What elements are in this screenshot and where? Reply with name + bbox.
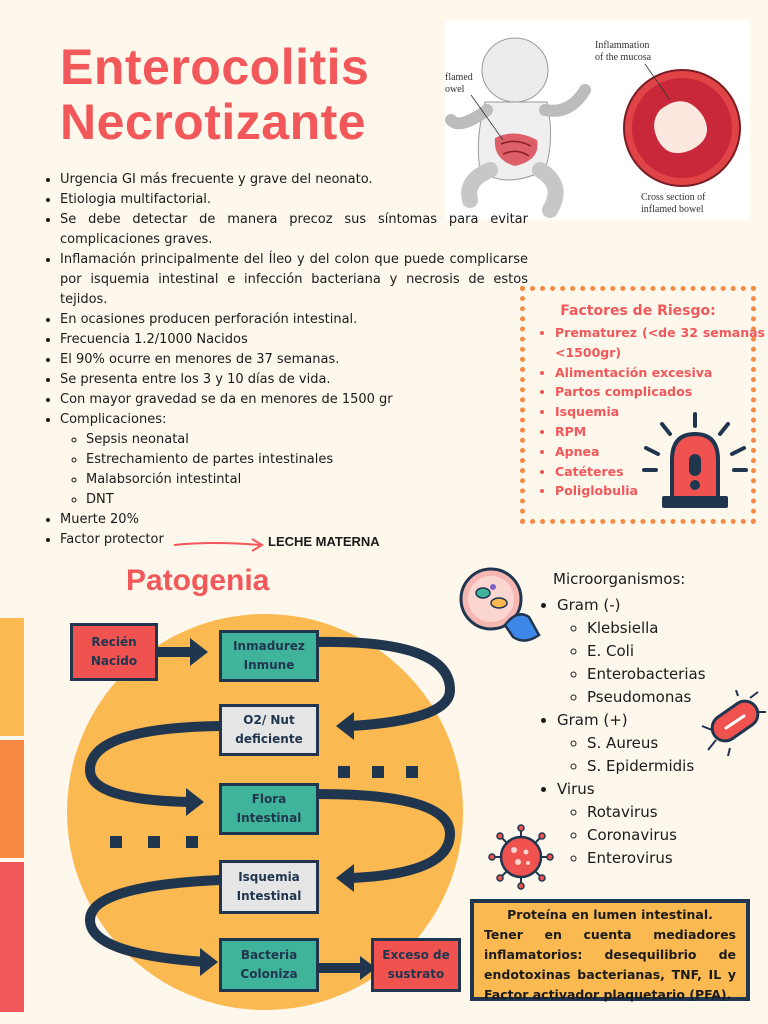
micro-group	[557, 709, 706, 778]
list-item: • Prematurez (<de 32 semanas <1500gr)	[555, 323, 765, 363]
bowel-cross-section	[624, 70, 740, 186]
hero-caption-1: Cross section of	[641, 192, 706, 203]
micro-group	[557, 594, 706, 709]
virus-icon	[488, 824, 554, 890]
list-item: ◦ Sepsis neonatal	[86, 430, 528, 450]
micro-title: Microorganismos:	[553, 570, 686, 588]
micro-sublist	[557, 732, 706, 778]
list-item: ◦ Pseudomonas	[587, 686, 706, 709]
list-item: • Se debe detectar de manera precoz sus síntomas para evitar complicaciones graves.	[60, 210, 528, 250]
micro-sublist	[557, 801, 706, 870]
protein-box-body: Tener en cuenta mediadores inflamatorios: desequilibrio de endotoxinas bacterianas, TNF, IL y Factor activador plaquetario (PFA).	[484, 927, 736, 1002]
petri-dish-icon	[455, 565, 545, 645]
node-isquemia-intestinal: Isquemia Intestinal	[219, 860, 319, 914]
hero-caption-2: inflamed bowel	[641, 204, 704, 215]
list-item: ◦ S. Epidermidis	[587, 755, 706, 778]
list-item: ◦ Malabsorción intestintal	[86, 470, 528, 490]
list-item: ◦ Rotavirus	[587, 801, 706, 824]
list-item: • Inflamación principalmente del Íleo y del colon que puede complicarse por isquemia intestinal e infección bacteriana y necrosis de estos tejidos.	[60, 250, 528, 310]
list-item: ◦ Enterovirus	[587, 847, 706, 870]
side-color-block	[0, 740, 24, 858]
micro-group	[557, 778, 706, 870]
list-item: • El 90% ocurre en menores de 37 semanas.	[60, 350, 528, 370]
list-item: • Alimentación excesiva	[555, 363, 765, 383]
page-title	[60, 40, 440, 150]
micro-group-name: Gram (+)	[557, 711, 628, 729]
list-item: • Factor protector	[60, 530, 528, 550]
list-item: • Se presenta entre los 3 y 10 días de vida.	[60, 370, 528, 390]
list-item: • Urgencia GI más frecuente y grave del neonato.	[60, 170, 528, 190]
complications-list	[60, 430, 528, 510]
micro-list	[535, 594, 706, 870]
side-color-block	[0, 862, 24, 1012]
list-item: • Catéteres	[555, 462, 765, 482]
list-item: • RPM	[555, 422, 765, 442]
complications-label: Complicaciones:	[60, 412, 167, 427]
protector-value: LECHE MATERNA	[268, 534, 380, 549]
hero-label-inflammation: Inflammation	[595, 40, 650, 51]
node-bacteria-coloniza: Bacteria Coloniza	[219, 938, 319, 992]
hero-label-inflamed: flamed	[445, 72, 473, 83]
title-line-1: Enterocolitis	[60, 39, 370, 95]
risk-title: Factores de Riesgo:	[560, 303, 716, 319]
list-item: ◦ Klebsiella	[587, 617, 706, 640]
side-color-block	[0, 618, 24, 736]
micro-group-name: Gram (-)	[557, 596, 621, 614]
title-line-2: Necrotizante	[60, 94, 367, 150]
list-item: • Partos complicados	[555, 382, 765, 402]
micro-group-name: Virus	[557, 780, 595, 798]
pathogenesis-title: Patogenia	[126, 564, 270, 597]
node-exceso-de-sustrato: Exceso de sustrato	[371, 938, 461, 992]
inflammatory-mediators-box	[470, 899, 750, 1001]
list-item: ◦ Coronavirus	[587, 824, 706, 847]
list-item: ◦ E. Coli	[587, 640, 706, 663]
hero-label-mucosa: of the mucosa	[595, 52, 652, 63]
list-item: • Frecuencia 1.2/1000 Nacidos	[60, 330, 528, 350]
list-item: • Poliglobulia	[555, 481, 765, 501]
list-item: • Muerte 20%	[60, 510, 528, 530]
list-item: ◦ DNT	[86, 490, 528, 510]
list-item: ◦ Estrechamiento de partes intestinales	[86, 450, 528, 470]
list-item-complications	[60, 410, 528, 510]
protein-box-heading: Proteína en lumen intestinal.	[507, 907, 713, 922]
arrow-right-icon	[172, 536, 267, 552]
node-o2-nut-deficiente: O2/ Nut deficiente	[219, 704, 319, 756]
list-item: • Con mayor gravedad se da en menores de 1500 gr	[60, 390, 528, 410]
hero-label-bowel: owel	[445, 84, 465, 95]
node-flora-intestinal: Flora Intestinal	[219, 783, 319, 835]
node-inmadurez-inmune: Inmadurez Inmune	[219, 630, 319, 682]
list-item: • Etiologia multifactorial.	[60, 190, 528, 210]
list-item: • Isquemia	[555, 402, 765, 422]
bacterium-icon	[700, 690, 766, 756]
list-item: • Apnea	[555, 442, 765, 462]
list-item: ◦ S. Aureus	[587, 732, 706, 755]
micro-sublist	[557, 617, 706, 709]
main-bullet-list	[38, 170, 528, 550]
alarm-icon	[640, 412, 750, 512]
list-item: • En ocasiones producen perforación intestinal.	[60, 310, 528, 330]
list-item: ◦ Enterobacterias	[587, 663, 706, 686]
node-recien-nacido: Recién Nacido	[70, 623, 158, 681]
